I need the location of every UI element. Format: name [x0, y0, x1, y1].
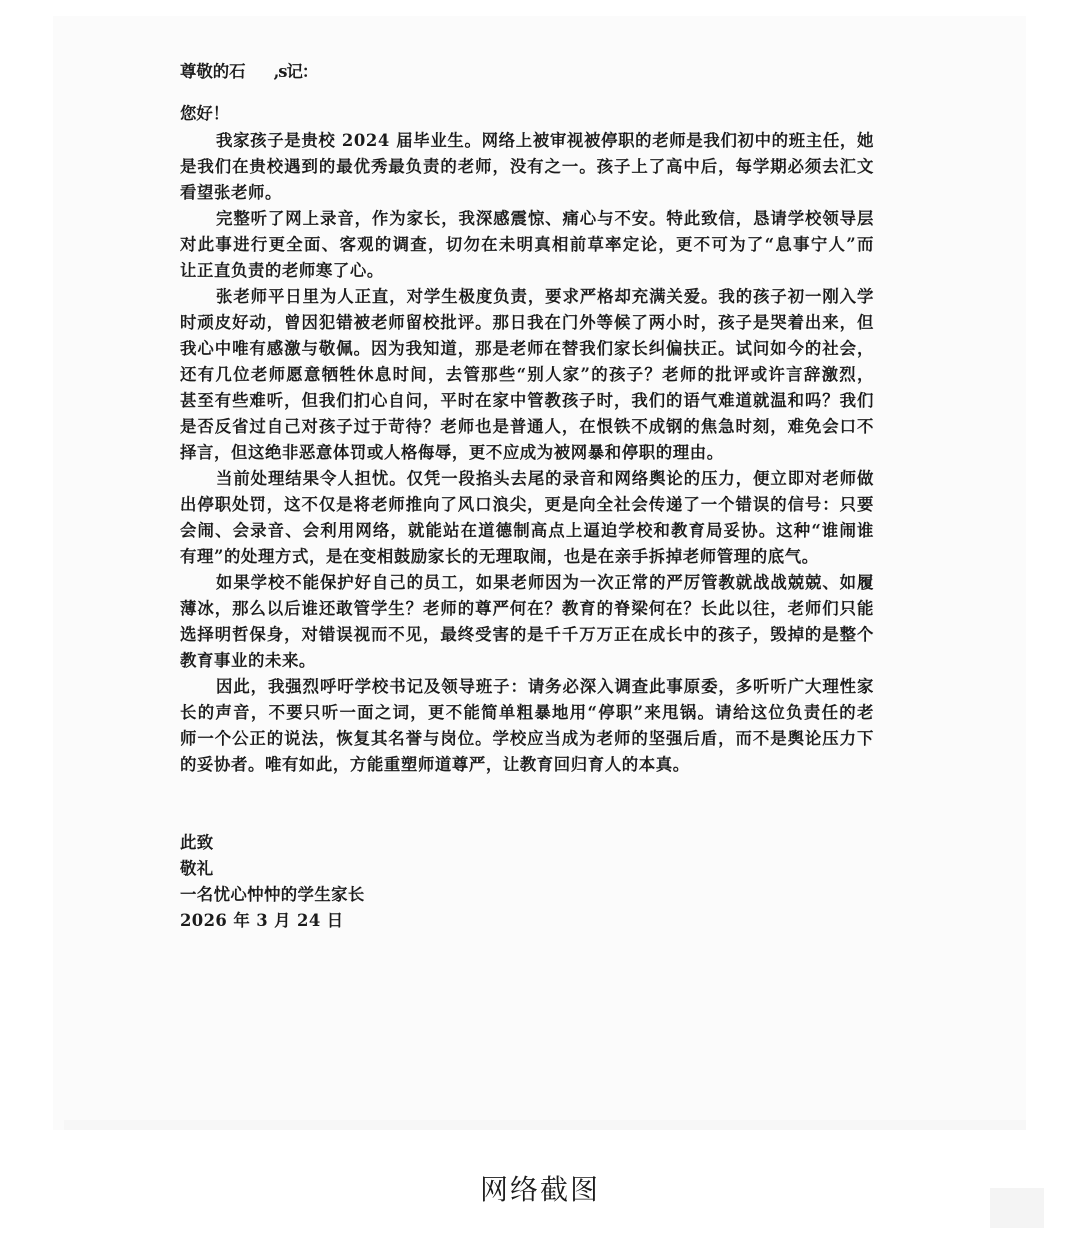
closing-line-1: 此致	[180, 833, 214, 852]
letter-date: 2026 年 3 月 24 日	[180, 911, 344, 930]
salutation-prefix: 尊敬的石	[180, 62, 246, 81]
text-line: 对此事进行更全面、客观的调查，切勿在未明真相前草率定论，更不可为了“息事宁人”而	[180, 235, 874, 254]
text-line: 甚至有些难听，但我们扪心自问，平时在家中管教孩子时，我们的语气难道就温和吗？我们	[180, 391, 874, 410]
text-line: 当前处理结果令人担忧。仅凭一段掐头去尾的录音和网络舆论的压力，便立即对老师做	[216, 469, 874, 488]
salutation-fragment: ,s记：	[273, 62, 318, 81]
text-line: 如果学校不能保护好自己的员工，如果老师因为一次正常的严厉管教就战战兢兢、如履	[216, 573, 874, 592]
letter-body	[180, 58, 874, 934]
text-line: 因此，我强烈呼吁学校书记及领导班子：请务必深入调查此事原委，多听听广大理性家	[216, 677, 874, 696]
text-line: 师一个公正的说法，恢复其名誉与岗位。学校应当成为老师的坚强后盾，而不是舆论压力下	[180, 729, 874, 748]
salutation	[180, 58, 874, 86]
closing-line-2: 敬礼	[180, 859, 214, 878]
text-line: 会闹、会录音、会利用网络，就能站在道德制高点上逼迫学校和教育局妥协。这种“谁闹谁	[180, 521, 874, 540]
text-line: 还有几位老师愿意牺牲休息时间，去管那些“别人家”的孩子？老师的批评或许言辞激烈，	[180, 365, 874, 384]
text-line: 薄冰，那么以后谁还敢管学生？老师的尊严何在？教育的脊梁何在？长此以往，老师们只能	[180, 599, 874, 618]
text-line: 张老师平日里为人正直，对学生极度负责，要求严格却充满关爱。我的孩子初一刚入学	[216, 287, 874, 306]
text-line: 完整听了网上录音，作为家长，我深感震惊、痛心与不安。特此致信，恳请学校领导层	[216, 209, 874, 228]
signature: 一名忧心忡忡的学生家长	[180, 885, 365, 904]
watermark-blur	[990, 1188, 1044, 1228]
greeting: 您好！	[180, 104, 230, 123]
text-line: 教育事业的未来。	[180, 651, 316, 670]
paragraph-5	[180, 570, 874, 674]
text-line: 看望张老师。	[180, 183, 282, 202]
paragraph-1	[180, 128, 874, 206]
text-line: 我心中唯有感激与敬佩。因为我知道，那是老师在替我们家长纠偏扶正。试问如今的社会，	[180, 339, 874, 358]
paragraph-4	[180, 466, 874, 570]
text-line: 选择明哲保身，对错误视而不见，最终受害的是千千万万正在成长中的孩子，毁掉的是整个	[180, 625, 874, 644]
text-line: 是我们在贵校遇到的最优秀最负责的老师，没有之一。孩子上了高中后，每学期必须去汇文	[180, 157, 874, 176]
letter-closing	[180, 830, 874, 934]
text-line: 的妥协者。唯有如此，方能重塑师道尊严，让教育回归育人的本真。	[180, 755, 690, 774]
text-line: 有理”的处理方式，是在变相鼓励家长的无理取闹，也是在亲手拆掉老师管理的底气。	[180, 547, 819, 566]
paragraph-2	[180, 206, 874, 284]
paragraph-6	[180, 674, 874, 778]
image-caption: 网络截图	[479, 1173, 600, 1206]
paragraph-3	[180, 284, 874, 466]
text-line: 长的声音，不要只听一面之词，更不能简单粗暴地用“停职”来甩锅。请给这位负责任的老	[180, 703, 874, 722]
text-line: 我家孩子是贵校 2024 届毕业生。网络上被审视被停职的老师是我们初中的班主任，她	[216, 131, 874, 150]
text-line: 择言，但这绝非恶意体罚或人格侮辱，更不应成为被网暴和停职的理由。	[180, 443, 724, 462]
text-line: 出停职处罚，这不仅是将老师推向了风口浪尖，更是向全社会传递了一个错误的信号：只要	[180, 495, 874, 514]
text-line: 是否反省过自己对孩子过于苛待？老师也是普通人，在恨铁不成钢的焦急时刻，难免会口不	[180, 417, 874, 436]
text-line: 时顽皮好动，曾因犯错被老师留校批评。那日我在门外等候了两小时，孩子是哭着出来，但	[180, 313, 874, 332]
page-shadow	[64, 1120, 1026, 1130]
text-line: 让正直负责的老师寒了心。	[180, 261, 384, 280]
